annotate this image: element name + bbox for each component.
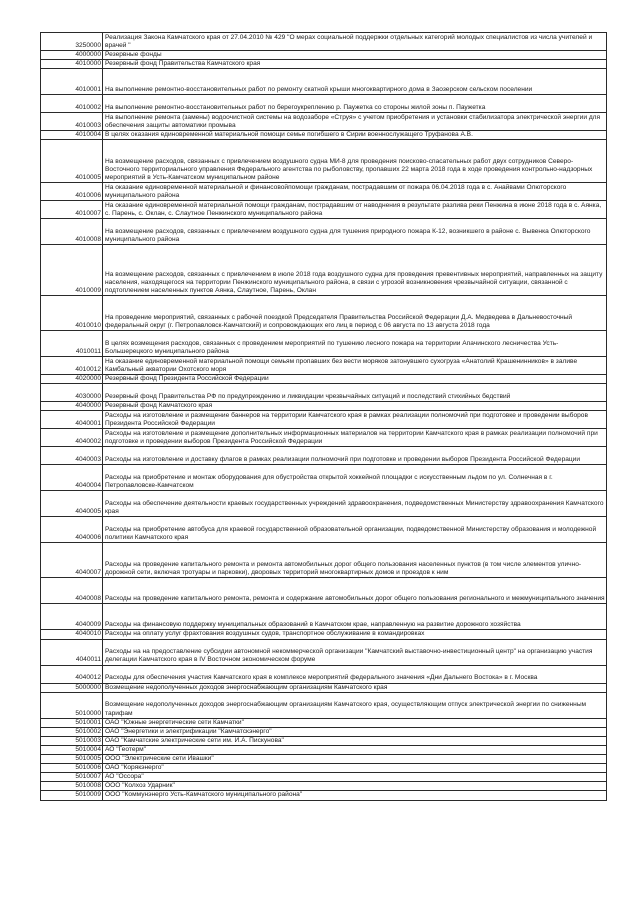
table-row	[41, 683, 607, 692]
row-code: 4010003	[41, 113, 103, 131]
table-row	[41, 296, 607, 331]
table-row	[41, 773, 607, 782]
table-row	[41, 69, 607, 95]
table-row	[41, 60, 607, 69]
row-description: На выполнение ремонтно-восстановительных работ по ремонту скатной крыши многоквартирного дома в Заозерском сельском поселении	[103, 69, 607, 95]
table-body	[41, 33, 607, 801]
row-description: На выполнение ремонта (замены) водоочистной системы на водозаборе «Струя» с учетом приобретения и установки стабилизатора электрической энергии для обеспечения защиты автоматики промыва	[103, 113, 607, 131]
row-code: 4040001	[41, 411, 103, 429]
row-description: На выполнение ремонтно-восстановительных работ по берегоукреплению р. Паужетка со стороны жилой зоны п. Паужетка	[103, 95, 607, 113]
row-description: ОАО "Камчатские электрические сети им. И.А. Пискунова"	[103, 736, 607, 745]
row-code: 4040002	[41, 429, 103, 447]
table-row	[41, 639, 607, 665]
row-description: Резервный фонд Правительства Камчатского края	[103, 60, 607, 69]
row-description: На оказание единовременной материальной помощи гражданам, пострадавшим от наводнения в результате разлива реки Пенжина в июне 2018 года в с. Аянка, с. Парень, с. Оклан, с. Слаутное Пенжинского муниципального района	[103, 201, 607, 219]
row-code: 4010005	[41, 140, 103, 183]
row-code: 5010002	[41, 727, 103, 736]
row-code: 5010007	[41, 773, 103, 782]
table-row	[41, 113, 607, 131]
row-description: ООО "Коммунэнерго Усть-Камчатского муниципального района"	[103, 791, 607, 800]
row-code: 5010000	[41, 692, 103, 718]
table-row	[41, 718, 607, 727]
row-code: 5010006	[41, 764, 103, 773]
table-row	[41, 411, 607, 429]
table-row	[41, 764, 607, 773]
row-description: Расходы для обеспечения участия Камчатского края в комплексе мероприятий федерального значения «Дни Дальнего Востока» в г. Москва	[103, 665, 607, 683]
row-code: 4010007	[41, 201, 103, 219]
row-code: 4010000	[41, 60, 103, 69]
table-row	[41, 604, 607, 630]
table-row	[41, 543, 607, 578]
row-description: Расходы на проведение капитального ремонта, ремонта и содержание автомобильных дорог общего пользования регионального и межмуниципального значения	[103, 578, 607, 604]
row-code: 4040005	[41, 491, 103, 517]
row-code: 4040006	[41, 517, 103, 543]
row-description: В целях оказания единовременной материальной помощи семье погибшего в Сирии военнослужащего Труфанова А.В.	[103, 131, 607, 140]
table-row	[41, 51, 607, 60]
table-row	[41, 665, 607, 683]
table-row	[41, 331, 607, 357]
table-row	[41, 755, 607, 764]
table-row	[41, 384, 607, 402]
table-row	[41, 630, 607, 639]
row-code: 4010004	[41, 131, 103, 140]
row-code: 4040000	[41, 402, 103, 411]
row-code: 5010003	[41, 736, 103, 745]
row-code: 4040008	[41, 578, 103, 604]
table-row	[41, 517, 607, 543]
row-code: 4010001	[41, 69, 103, 95]
table-row	[41, 357, 607, 375]
row-description: Расходы на приобретение автобуса для краевой государственной образовательной организации, подведомственной Министерству образования и молодежной политики Камчатского края	[103, 517, 607, 543]
row-description: Расходы на проведение капитального ремонта и ремонта автомобильных дорог общего пользования населенных пунктов (в том числе элементов улично-дорожной сети, включая тротуары и парковки), дворовых территорий многоквартирных домов и проездов к ним	[103, 543, 607, 578]
table-row	[41, 375, 607, 384]
row-description: Расходы на изготовление и размещение баннеров на территории Камчатского края в рамках реализации полномочий при подготовке и проведении выборов Президента Российской Федерации	[103, 411, 607, 429]
table-row	[41, 745, 607, 754]
row-code: 4040007	[41, 543, 103, 578]
row-code: 4040004	[41, 465, 103, 491]
row-description: Резервный фонд Камчатского края	[103, 402, 607, 411]
row-code: 4040012	[41, 665, 103, 683]
row-code: 4040009	[41, 604, 103, 630]
row-code: 5010008	[41, 782, 103, 791]
row-code: 5010009	[41, 791, 103, 800]
table-row	[41, 183, 607, 201]
row-code: 4040010	[41, 630, 103, 639]
document-page	[40, 32, 606, 801]
row-description: Резервные фонды	[103, 51, 607, 60]
table-row	[41, 465, 607, 491]
row-description: Расходы на изготовление и размещение дополнительных информационных материалов на территории Камчатского края в рамках реализации полномочий при подготовке и проведении выборов Президента Российской Федерации	[103, 429, 607, 447]
table-row	[41, 447, 607, 465]
table-row	[41, 131, 607, 140]
budget-classification-table	[40, 32, 607, 801]
row-description: На возмещение расходов, связанных с привлечением воздушного судна МИ-8 для проведения поисково-спасательных работ двух сотрудников Северо-Восточного территориального управления Федерального агентства по рыболовству, пропавших 22 марта 2018 года в ходе проведения контрольно-надзорных мероприятий в Усть-Камчатском муниципальном районе	[103, 140, 607, 183]
row-description: На оказание единовременной материальной и финансовойпомощи гражданам, пострадавшим от пожара 06.04.2018 года в с. Анайвами Олюторского муниципального района	[103, 183, 607, 201]
table-row	[41, 219, 607, 245]
row-description: Возмещение недополученных доходов энергоснабжающим организациям Камчатского края, осуществляющим отпуск электрической энергии по сниженным тарифам	[103, 692, 607, 718]
table-row	[41, 791, 607, 800]
row-code: 4040011	[41, 639, 103, 665]
row-description: ООО "Колхоз Ударник"	[103, 782, 607, 791]
row-description: АО "Оссора"	[103, 773, 607, 782]
table-row	[41, 140, 607, 183]
table-row	[41, 727, 607, 736]
row-description: На возмещение расходов, связанных с привлечением в июле 2018 года воздушного судна для проведения превентивных мероприятий, направленных на защиту населения, находящегося на территории Пенжинского муниципального района, в связи с угрозой возникновения чрезвычайной ситуации, связанной с подтоплением населенных пунктов Аянка, Слаутное, Парень, Оклан	[103, 245, 607, 296]
row-code: 5010004	[41, 745, 103, 754]
row-description: Расходы на изготовление и доставку флагов в рамках реализации полномочий при подготовке и проведении выборов Президента Российской Федерации	[103, 447, 607, 465]
row-description: На возмещение расходов, связанных с привлечением воздушного судна для тушения природного пожара К-12, возникшего в районе с. Вывенка Олюторского муниципального района	[103, 219, 607, 245]
row-code: 5000000	[41, 683, 103, 692]
row-code: 4010012	[41, 357, 103, 375]
row-code: 4000000	[41, 51, 103, 60]
row-description: Резервный фонд Правительства РФ по предупреждению и ликвидации чрезвычайных ситуаций и последствий стихийных бедствий	[103, 384, 607, 402]
row-code: 4010008	[41, 219, 103, 245]
table-row	[41, 95, 607, 113]
row-description: Расходы на финансовую поддержку муниципальных образований в Камчатском крае, направленную на развитие дорожного хозяйства	[103, 604, 607, 630]
row-description: Расходы на на предоставление субсидии автономной некоммерческой организации "Камчатский выставочно-инвестиционный центр" на организацию участия делегации Камчатского края в IV Восточном экономическом форуме	[103, 639, 607, 665]
row-code: 3250000	[41, 33, 103, 51]
row-description: Резервный фонд Президента Российской Федерации	[103, 375, 607, 384]
table-row	[41, 782, 607, 791]
row-description: ОАО "Южные энергетические сети Камчатки"	[103, 718, 607, 727]
row-code: 4010009	[41, 245, 103, 296]
row-description: АО "Геотерм"	[103, 745, 607, 754]
row-description: Расходы на обеспечение деятельности краевых государственных учреждений здравоохранения, подведомственных Министерству здравоохранения Камчатского края	[103, 491, 607, 517]
table-row	[41, 201, 607, 219]
row-code: 4010010	[41, 296, 103, 331]
table-row	[41, 491, 607, 517]
row-description: ОАО "Энергетики и электрификации "Камчатскэнерго"	[103, 727, 607, 736]
row-description: На проведение мероприятий, связанных с рабочей поездкой Председателя Правительства Российской Федерации Д.А. Медведева в Дальневосточный федеральный округ (г. Петропавловск-Камчатский) и сопровождающих его лиц в период с 06 августа по 13 августа 2018 года	[103, 296, 607, 331]
row-code: 5010001	[41, 718, 103, 727]
row-code: 4040003	[41, 447, 103, 465]
table-row	[41, 33, 607, 51]
row-code: 5010005	[41, 755, 103, 764]
row-description: Расходы на оплату услуг фрахтования воздушных судов, транспортное обслуживание в командировках	[103, 630, 607, 639]
row-code: 4030000	[41, 384, 103, 402]
table-row	[41, 429, 607, 447]
table-row	[41, 578, 607, 604]
row-description: На оказание единовременной материальной помощи семьям пропавших без вести моряков затонувшего сухогруза «Анатолий Крашенинников» в заливе Камбальный акватории Охотского моря	[103, 357, 607, 375]
row-description: Реализация Закона Камчатского края от 27.04.2010 № 429 "О мерах социальной поддержки отдельных категорий молодых специалистов из числа учителей и врачей "	[103, 33, 607, 51]
row-description: Расходы на приобретение и монтаж оборудования для обустройства открытой хоккейной площадки с искусственным льдом по ул. Солнечная в г. Петропавловске-Камчатском	[103, 465, 607, 491]
table-row	[41, 736, 607, 745]
table-row	[41, 692, 607, 718]
row-description: В целях возмещения расходов, связанных с проведением мероприятий по тушению лесного пожара на территории Апачинского лесничества Усть-Большерецкого муниципального района	[103, 331, 607, 357]
row-description: ООО "Электрические сети Ивашки"	[103, 755, 607, 764]
row-code: 4010006	[41, 183, 103, 201]
table-row	[41, 402, 607, 411]
row-code: 4010011	[41, 331, 103, 357]
row-code: 4020000	[41, 375, 103, 384]
table-row	[41, 245, 607, 296]
row-code: 4010002	[41, 95, 103, 113]
row-description: Возмещение недополученных доходов энергоснабжающим организациям Камчатского края	[103, 683, 607, 692]
row-description: ОАО "Корякэнерго"	[103, 764, 607, 773]
